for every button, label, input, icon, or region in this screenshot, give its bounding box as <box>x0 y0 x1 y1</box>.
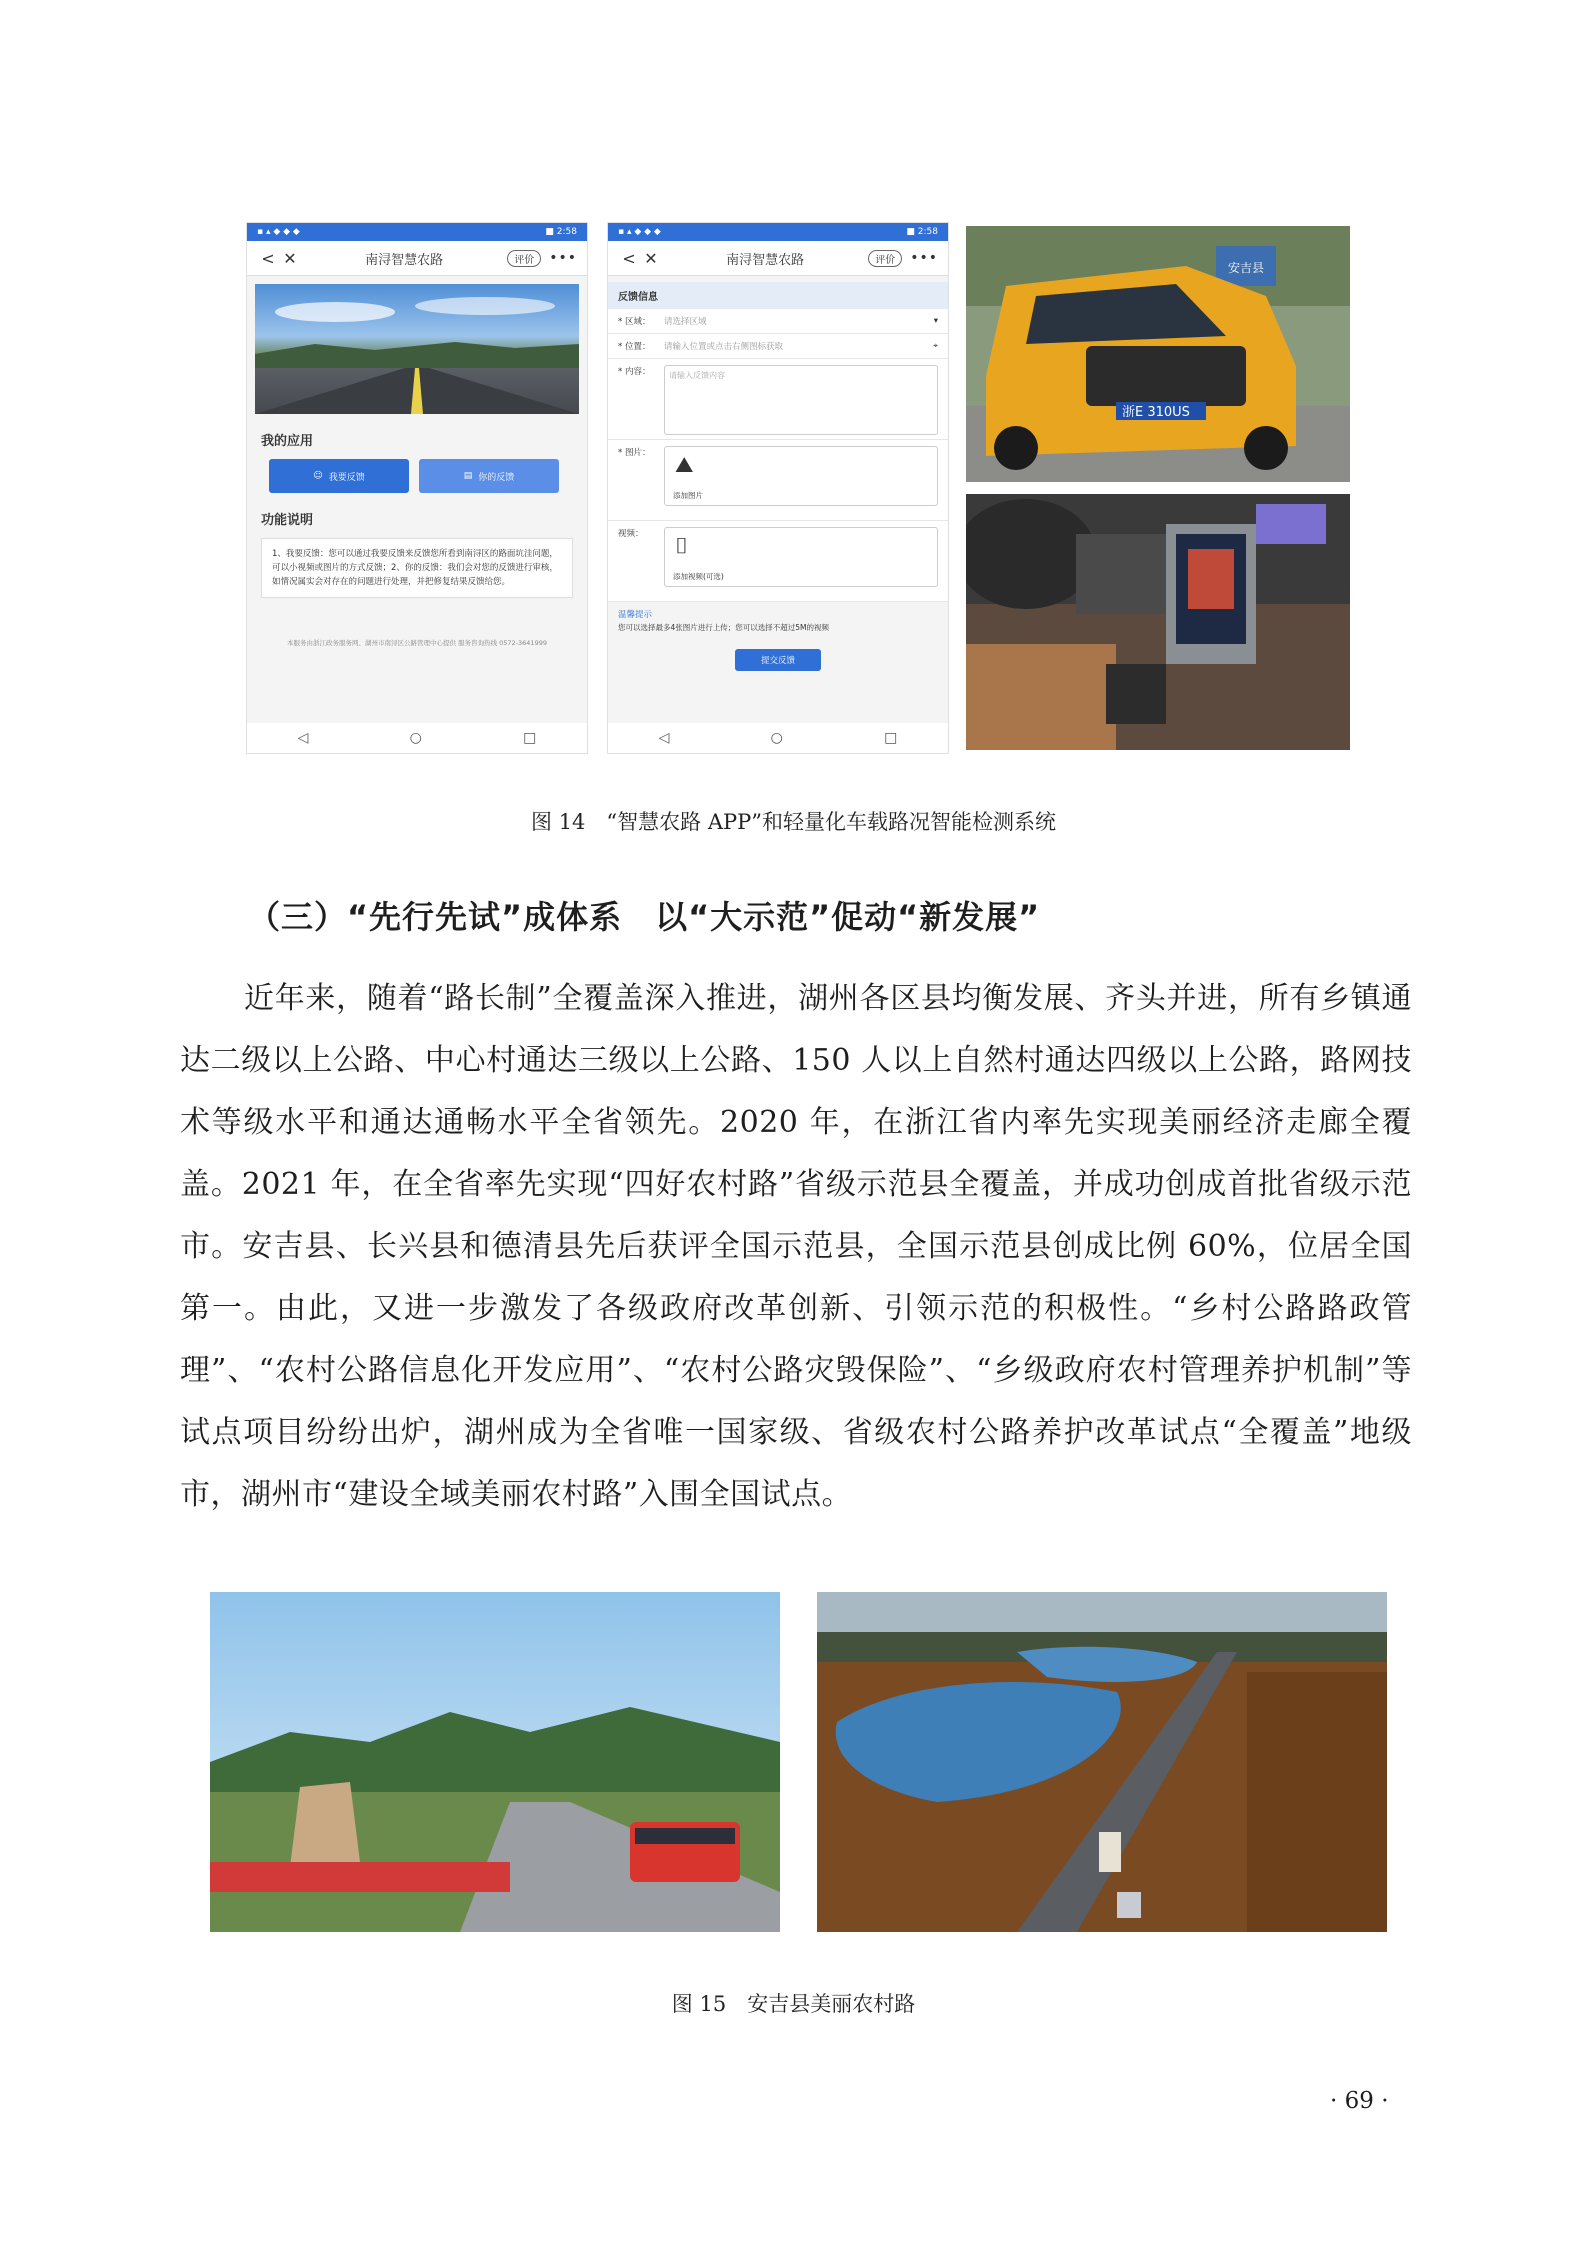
status-signal: ▪︎ ▴ ◆ ◆ ◆ <box>257 227 300 237</box>
content-textarea: 请输入反馈内容 <box>664 365 938 435</box>
nav-back-icon: ◁ <box>658 730 670 746</box>
app-title: 南浔智慧农路 <box>726 252 805 268</box>
plate-text: 浙E 310US <box>1122 405 1190 420</box>
video-upload-caption: 添加视频(可选) <box>673 572 724 581</box>
more-icon: ••• <box>910 250 938 266</box>
my-feedback-button <box>419 459 559 493</box>
onboard-detector-drawing <box>966 494 1350 750</box>
onboard-detector-photo <box>966 494 1350 750</box>
feedback-button-label: 我要反馈 <box>328 472 365 483</box>
form-heading: 反馈信息 <box>608 282 948 309</box>
position-input: 请输入位置或点击右侧图标获取 <box>664 342 784 352</box>
road-banner-drawing <box>255 284 579 414</box>
status-time: ■ 2:58 <box>906 227 938 237</box>
back-icon: < <box>261 248 275 268</box>
body-paragraph: 近年来，随着“路长制”全覆盖深入推进，湖州各区县均衡发展、齐头并进，所有乡镇通达二级以上公路、中心村通达三级以上公路、150 人以上自然村通达四级以上公路，路网技术等级水平和通达通畅水平全省领先。2020 年，在浙江省内率先实现美丽经济走廊全覆盖。2021 年，在全省率先实现“四好农村路”省级示范县全覆盖，并成功创成首批省级示范市。安吉县、长兴县和德清县先后获评全国示范县，全国示范县创成比例 60%，位居全国第一。由此，又进一步激发了各级政府改革创新、引领示范的积极性。“乡村公路路政管理”、“农村公路信息化开发应用”、“农村公路灾毁保险”、“乡级政府农村管理养护机制”等试点项目纷纷出炉，湖州成为全省唯一国家级、省级农村公路养护改革试点“全覆盖”地级市，湖州市“建设全域美丽农村路”入围全国试点。 <box>180 981 1412 1512</box>
road-banner-image <box>255 284 579 414</box>
position-row <box>608 334 948 359</box>
status-bar <box>608 223 948 241</box>
status-signal: ▪︎ ▴ ◆ ◆ ◆ <box>618 227 661 237</box>
location-icon: ⌖ <box>933 341 938 351</box>
figure15-caption: 图 15 安吉县美丽农村路 <box>671 1992 916 2016</box>
app-screenshot-home <box>246 222 588 754</box>
nav-recent-icon: □ <box>523 730 537 746</box>
app-nav-bar <box>247 241 587 276</box>
position-label: * 位置： <box>618 342 651 352</box>
function-heading: 功能说明 <box>261 513 314 528</box>
video-label: 视频： <box>618 529 644 539</box>
nav-home-icon: ○ <box>770 730 783 746</box>
page-number: · 69 · <box>1330 2088 1389 2114</box>
rate-button: 评价 <box>507 250 541 267</box>
video-upload <box>664 527 938 587</box>
status-time: ■ 2:58 <box>545 227 577 237</box>
close-icon: ✕ <box>644 248 658 268</box>
my-apps-heading: 我的应用 <box>261 434 314 449</box>
image-upload <box>664 446 938 506</box>
inspection-vehicle-drawing <box>966 226 1350 482</box>
camera-icon: ⌷ <box>675 534 689 559</box>
add-image-icon: ⛰ <box>675 453 694 478</box>
content-label: * 内容： <box>618 367 651 377</box>
submit-button: 提交反馈 <box>735 649 821 671</box>
village-entrance-drawing <box>210 1592 780 1932</box>
my-feedback-button-label: 你的反馈 <box>478 472 515 483</box>
app-nav-bar <box>608 241 948 276</box>
more-icon: ••• <box>549 250 577 266</box>
content-row <box>608 359 948 440</box>
lakeside-road-photo <box>817 1592 1387 1932</box>
road-sign-text: 安吉县 <box>1228 261 1265 275</box>
app-screenshot-form <box>607 222 949 754</box>
tip-heading: 温馨提示 <box>618 610 653 620</box>
figure14-caption: 图 14 “智慧农路 APP”和轻量化车载路况智能检测系统 <box>531 810 1056 834</box>
service-footer: 本服务由浙江政务服务网、湖州市南浔区公路管理中心提供 服务咨询热线 0572-3641999 <box>287 639 547 647</box>
system-nav-bar <box>247 723 587 753</box>
feedback-button <box>269 459 409 493</box>
app-title: 南浔智慧农路 <box>365 252 444 268</box>
document-icon: ▤ <box>463 471 473 481</box>
nav-back-icon: ◁ <box>297 730 309 746</box>
image-row <box>608 440 948 521</box>
tip-text: 您可以选择最多4张图片进行上传；您可以选择不超过5M的视频 <box>618 623 830 632</box>
nav-home-icon: ○ <box>409 730 422 746</box>
status-bar <box>247 223 587 241</box>
section-heading: （三）“先行先试”成体系 以“大示范”促动“新发展” <box>248 898 1041 936</box>
lakeside-road-drawing <box>817 1592 1387 1932</box>
video-row <box>608 521 948 602</box>
dropdown-icon: ▾ <box>933 316 938 326</box>
inspection-vehicle-photo <box>966 226 1350 482</box>
nav-recent-icon: □ <box>884 730 898 746</box>
user-icon: ☺ <box>313 471 323 481</box>
village-entrance-photo <box>210 1592 780 1932</box>
back-icon: < <box>622 248 636 268</box>
image-label: * 图片： <box>618 448 651 458</box>
close-icon: ✕ <box>283 248 297 268</box>
area-select: 请选择区域 <box>664 317 707 327</box>
area-row <box>608 309 948 334</box>
area-label: * 区域： <box>618 317 651 327</box>
rate-button: 评价 <box>868 250 902 267</box>
image-upload-caption: 添加图片 <box>673 491 703 500</box>
function-description: 1、我要反馈：您可以通过我要反馈来反馈您所看到南浔区的路面坑洼问题，可以小视频或图片的方式反馈；2、你的反馈：我们会对您的反馈进行审核，如情况属实会对存在的问题进行处理，并把修复结果反馈给您。 <box>261 538 573 598</box>
system-nav-bar <box>608 723 948 753</box>
